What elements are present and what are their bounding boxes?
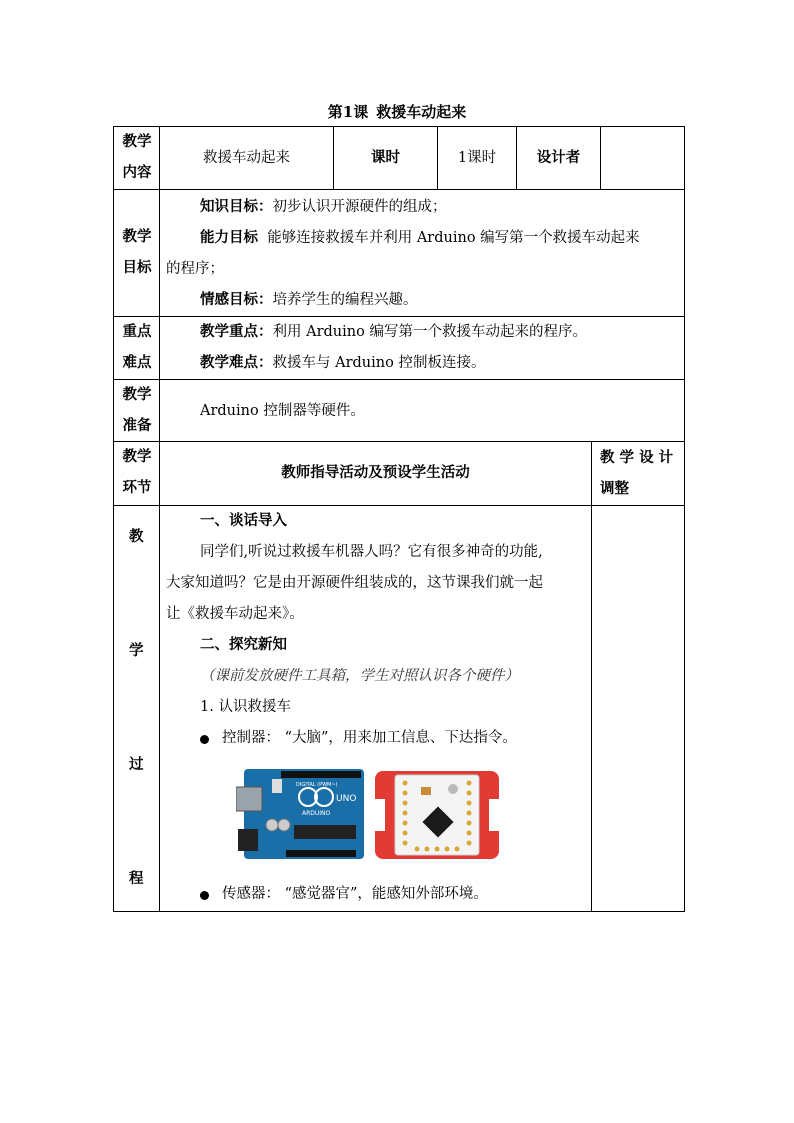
- adjust-header-1: 教 学 设 计: [600, 450, 674, 466]
- content-value: 救援车动起来: [203, 150, 290, 166]
- goal-ability: 能力目标 能够连接救援车并利用 Arduino 编写第一个救援车动起来: [200, 230, 640, 246]
- frame-notch: [375, 799, 385, 831]
- usb-port: [236, 787, 262, 811]
- section-heading-intro: 一、谈话导入: [200, 513, 287, 529]
- label-key-difficult: 重点 难点: [122, 324, 152, 371]
- label-teaching-stage: 教学 环节: [122, 449, 152, 496]
- red-controller-board-image: [375, 767, 499, 863]
- item-heading: 1. 认识救援车: [200, 699, 291, 715]
- bullet-controller: 控制器： “大脑”，用来加工信息、下达指令。: [222, 730, 517, 746]
- row-divider: [113, 316, 685, 317]
- component: [421, 787, 431, 795]
- process-label-char: 过: [129, 757, 144, 773]
- goal-knowledge: 知识目标：初步认识开源硬件的组成；: [200, 199, 447, 215]
- goal-ability-cont: 的程序；: [166, 261, 224, 277]
- key-point: 教学重点：利用 Arduino 编写第一个救援车动起来的程序。: [200, 324, 587, 340]
- uno-label: UNO: [336, 794, 357, 804]
- process-label-char: 程: [129, 871, 144, 887]
- hours-label: 课时: [371, 150, 400, 166]
- digital-label: DIGITAL (PWM~): [296, 782, 338, 788]
- label-teaching-content: 教学 内容: [122, 134, 152, 181]
- page-title: 第1课 救援车动起来: [327, 103, 467, 121]
- goal-emotion: 情感目标：培养学生的编程兴趣。: [200, 292, 418, 308]
- analog-header: [286, 850, 356, 857]
- column-divider: [591, 441, 592, 912]
- row-divider: [113, 505, 685, 506]
- row-divider: [113, 189, 685, 190]
- preparation-text: Arduino 控制器等硬件。: [200, 403, 365, 419]
- bullet-dot: [200, 735, 209, 744]
- bullet-sensor: 传感器： “感觉器官”，能感知外部环境。: [222, 886, 488, 902]
- capacitor: [278, 819, 290, 831]
- process-label-char: 教: [129, 529, 144, 545]
- power-jack: [238, 829, 258, 851]
- reset-button: [448, 784, 458, 794]
- bullet-dot: [200, 891, 209, 900]
- process-label-char: 学: [129, 643, 144, 659]
- paragraph-line: 让《救援车动起来》。: [166, 606, 304, 622]
- paragraph-line: 同学们,听说过救援车机器人吗？它有很多神奇的功能,: [200, 544, 543, 560]
- digital-header: [281, 771, 361, 778]
- adjust-header-2: 调整: [600, 481, 629, 497]
- arduino-uno-board-image: [236, 767, 366, 861]
- row-divider: [113, 441, 685, 442]
- capacitor: [266, 819, 278, 831]
- designer-label: 设计者: [536, 150, 581, 166]
- paragraph-line: 大家知道吗？它是由开源硬件组装成的，这节课我们就一起: [166, 575, 543, 591]
- arduino-label: ARDUINO: [302, 810, 331, 817]
- column-divider: [600, 126, 601, 189]
- difficult-point: 教学难点：救援车与 Arduino 控制板连接。: [200, 355, 486, 371]
- row-divider: [113, 379, 685, 380]
- label-teaching-goals: 教学 目标: [122, 229, 152, 276]
- reset-button: [272, 779, 282, 793]
- label-preparation: 教学 准备: [122, 387, 152, 434]
- section-heading-explore: 二、探究新知: [200, 637, 287, 653]
- activities-header: 教师指导活动及预设学生活动: [281, 465, 470, 481]
- atmega-chip: [294, 825, 356, 839]
- hours-value: 1课时: [457, 150, 497, 166]
- frame-notch: [489, 799, 499, 831]
- note-text: （课前发放硬件工具箱，学生对照认识各个硬件）: [200, 668, 519, 684]
